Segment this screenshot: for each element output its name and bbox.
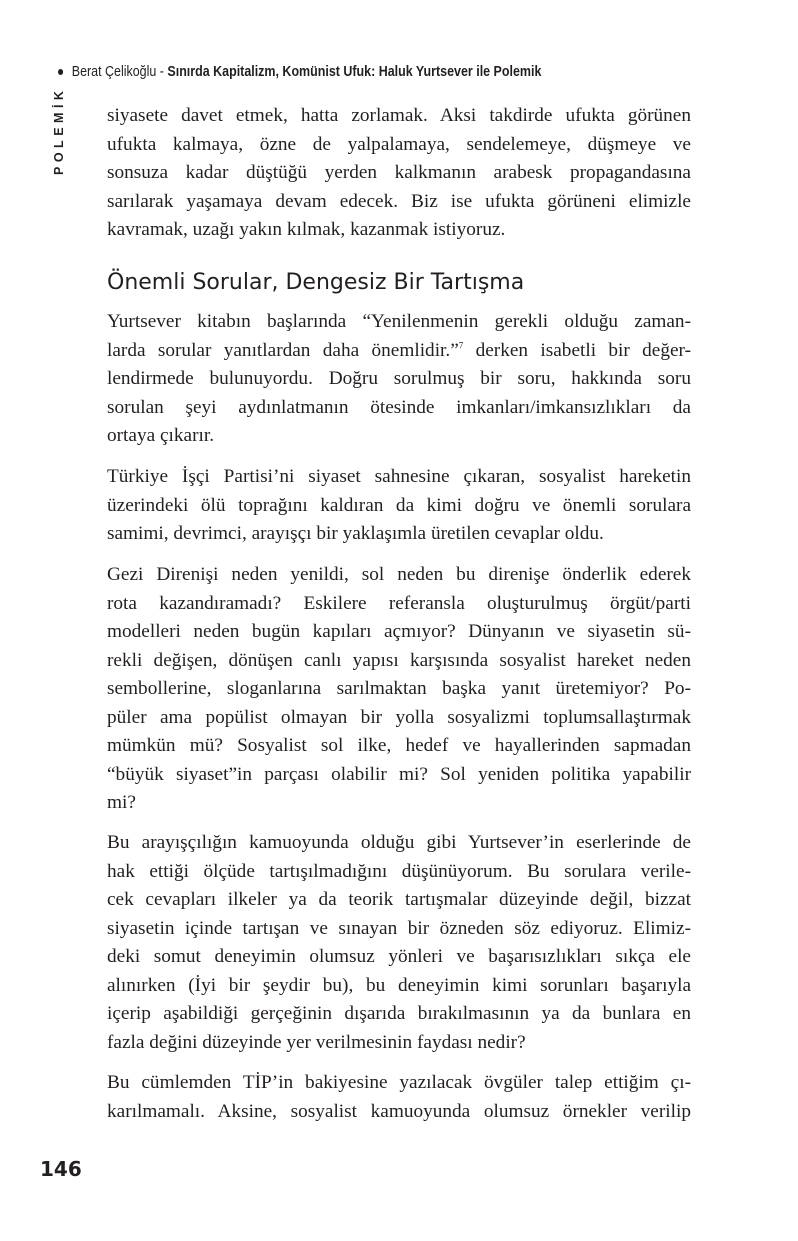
- text-line: rekli değişen, dönüşen canlı yapısı karşısında sosyalist hareket neden: [107, 649, 691, 671]
- text-line: mümkün mü? Sosyalist sol ilke, hedef ve hayallerinden sapmadan: [107, 735, 691, 756]
- paragraph-1: [107, 102, 691, 245]
- text-line: modelleri neden bugün kapıları açmıyor? Dünyanın ve siyasetin sü-: [107, 621, 691, 642]
- text-span: larda sorular yanıtlardan daha önemlidir.”: [107, 339, 459, 361]
- text-line: sorulan şeyi aydınlatmanın ötesinde imkanları/imkansızlıkları da: [107, 396, 691, 418]
- text-line: lendirmede bulunuyordu. Doğru sorulmuş bir soru, hakkında soru: [107, 368, 691, 389]
- running-header: [58, 64, 541, 80]
- paragraph-5: [107, 829, 691, 1057]
- text-line: sembollerine, sloganlarına sarılmaktan başka yanıt üretemiyor? Po-: [107, 678, 691, 699]
- header-title: Sınırda Kapitalizm, Komünist Ufuk: Haluk Yurtsever ile Polemik: [167, 64, 542, 80]
- text-line: [107, 337, 691, 366]
- side-section-label: POLEMİK: [52, 86, 66, 175]
- text-line: kavramak, uzağı yakın kılmak, kazanmak istiyoruz.: [107, 219, 506, 240]
- paragraph-6: [107, 1069, 691, 1126]
- text-line: Bu cümlemden TİP’in bakiyesine yazılacak övgüler talep ettiğim çı-: [107, 1072, 691, 1093]
- text-line: sarılarak yaşamaya devam edecek. Biz ise ufukta görüneni elimizle: [107, 190, 691, 212]
- text-line: üzerindeki ölü toprağını kaldıran da kimi doğru ve önemli sorulara: [107, 494, 691, 516]
- text-line: samimi, devrimci, arayışçı bir yaklaşımla üretilen cevaplar oldu.: [107, 523, 604, 544]
- paragraph-2: [107, 308, 691, 451]
- header-author: Berat Çelikoğlu -: [71, 64, 164, 80]
- text-line: Yurtsever kitabın başlarında “Yenilenmenin gerekli olduğu zaman-: [107, 311, 691, 332]
- page-number: 146: [40, 1157, 82, 1181]
- text-span: derken isabetli bir değer-: [463, 339, 691, 361]
- text-line: Gezi Direnişi neden yenildi, sol neden bu direnişe önderlik ederek: [107, 564, 691, 585]
- text-line: ufukta kalmaya, özne de yalpalamaya, sendelemeye, düşmeye ve: [107, 133, 691, 155]
- section-heading: Önemli Sorular, Dengesiz Bir Tartışma: [107, 270, 525, 295]
- text-line: hak ettiği ölçüde tartışılmadığını düşünüyorum. Bu sorulara verile-: [107, 860, 691, 882]
- paragraph-4: [107, 561, 691, 818]
- text-line: deki somut deneyimin olumsuz yönleri ve başarısızlıkları sıkça ele: [107, 946, 691, 967]
- text-line: Bu arayışçılığın kamuoyunda olduğu gibi Yurtsever’in eserlerinde de: [107, 832, 691, 853]
- text-line: alınırken (İyi bir şeydir bu), bu deneyimin kimi sorunları başarıyla: [107, 974, 691, 996]
- text-line: rota kazandıramadı? Eskilere referansla oluşturulmuş örgüt/parti: [107, 592, 691, 614]
- text-line: siyasete davet etmek, hatta zorlamak. Aksi takdirde ufukta görünen: [107, 105, 691, 126]
- footnote-ref[interactable]: 7: [458, 340, 464, 351]
- text-line: mi?: [107, 792, 136, 813]
- paragraph-3: [107, 463, 691, 549]
- text-line: Türkiye İşçi Partisi’ni siyaset sahnesine çıkaran, sosyalist hareketin: [107, 466, 691, 487]
- text-line: “büyük siyaset”in parçası olabilir mi? Sol yeniden politika yapabilir: [107, 763, 691, 785]
- text-line: fazla değini düzeyinde yer verilmesinin faydası nedir?: [107, 1031, 526, 1053]
- text-line: cek cevapları ilkeler ya da teorik tartışmalar düzeyinde değil, bizzat: [107, 889, 691, 910]
- text-line: sonsuza kadar düştüğü yerden kalkmanın arabesk propagandasına: [107, 162, 691, 183]
- bullet-icon: [58, 69, 63, 75]
- paragraph-2-rest: [107, 365, 691, 451]
- text-line: karılmamalı. Aksine, sosyalist kamuoyunda olumsuz örnekler verilip: [107, 1100, 691, 1122]
- text-line: ortaya çıkarır.: [107, 425, 215, 446]
- text-line: içerip aşabildiği gerçeğinin dışarıda bırakılmasının ya da bunlara en: [107, 1003, 691, 1024]
- text-line: püler ama popülist olmayan bir yolla sosyalizmi toplumsallaştırmak: [107, 706, 691, 728]
- text-line: siyasetin içinde tartışan ve sınayan bir özneden söz ediyoruz. Elimiz-: [107, 917, 691, 939]
